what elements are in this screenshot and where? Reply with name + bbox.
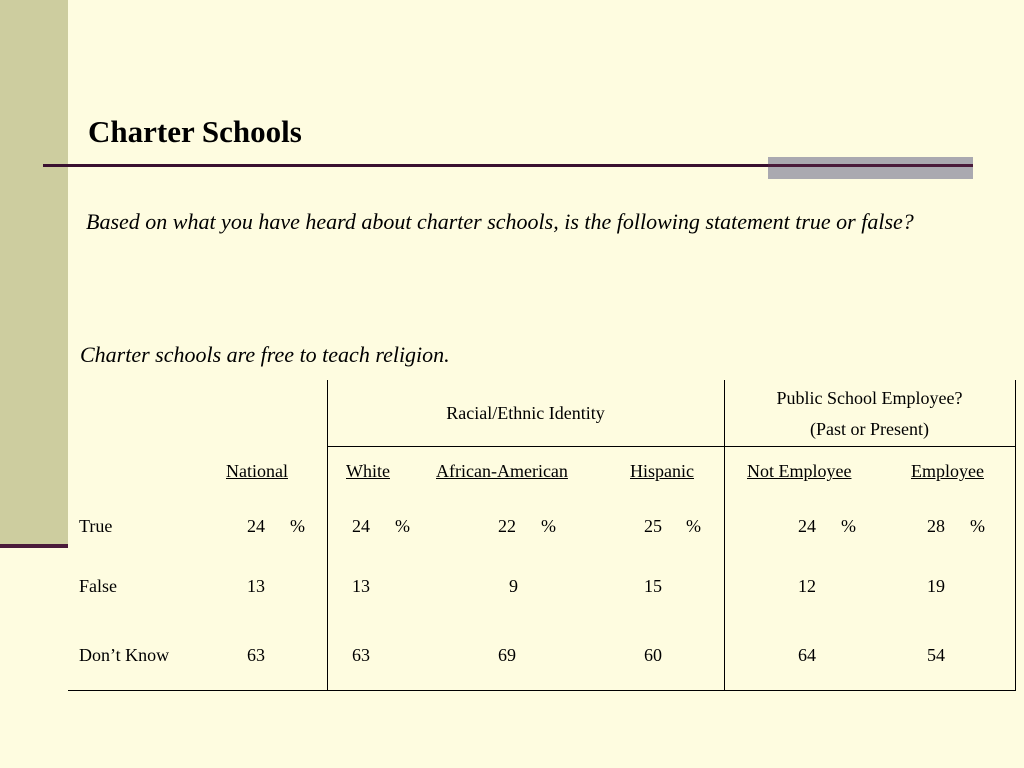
column-header-white: White [346, 461, 390, 481]
table-bottom-rule [68, 690, 1016, 691]
table-cell: 13 [247, 576, 265, 596]
column-header-not-employee: Not Employee [747, 461, 852, 481]
column-header-employee: Employee [911, 461, 984, 481]
survey-statement: Charter schools are free to teach religion. [80, 342, 450, 367]
percent-sign: % [686, 516, 701, 536]
table-cell: 28 [927, 516, 945, 536]
percent-sign: % [841, 516, 856, 536]
table-divider-left [327, 380, 328, 691]
column-header-national: National [226, 461, 288, 481]
group-header-employee-line2: (Past or Present) [810, 419, 929, 439]
table-cell: 22 [498, 516, 516, 536]
results-table [68, 380, 1016, 691]
table-cell: 25 [644, 516, 662, 536]
table-divider-right [1015, 380, 1016, 691]
percent-sign: % [290, 516, 305, 536]
table-cell: 19 [927, 576, 945, 596]
row-label-false: False [79, 576, 117, 596]
table-cell: 69 [498, 645, 516, 665]
column-header-african-american: African-American [436, 461, 568, 481]
table-cell: 15 [644, 576, 662, 596]
row-label-true: True [79, 516, 113, 536]
title-accent-block [768, 157, 973, 179]
table-cell: 24 [352, 516, 370, 536]
left-decorative-bar [0, 0, 68, 544]
percent-sign: % [395, 516, 410, 536]
title-accent-line [768, 164, 973, 167]
table-cell: 24 [798, 516, 816, 536]
table-cell: 12 [798, 576, 816, 596]
table-cell: 64 [798, 645, 816, 665]
percent-sign: % [541, 516, 556, 536]
percent-sign: % [970, 516, 985, 536]
group-header-employee-line1: Public School Employee? [776, 388, 963, 408]
table-cell: 63 [247, 645, 265, 665]
survey-question: Based on what you have heard about charter schools, is the following statement true or false? [86, 209, 914, 234]
table-cell: 63 [352, 645, 370, 665]
row-label-dont-know: Don’t Know [79, 645, 170, 665]
group-header-racial: Racial/Ethnic Identity [446, 403, 605, 423]
column-header-hispanic: Hispanic [630, 461, 694, 481]
table-cell: 24 [247, 516, 265, 536]
table-cell: 13 [352, 576, 370, 596]
left-bar-rule [0, 544, 68, 548]
group-header-rule [327, 446, 1016, 447]
table-cell: 9 [509, 576, 518, 596]
slide-title: Charter Schools [88, 114, 302, 149]
table-cell: 54 [927, 645, 945, 665]
table-cell: 60 [644, 645, 662, 665]
